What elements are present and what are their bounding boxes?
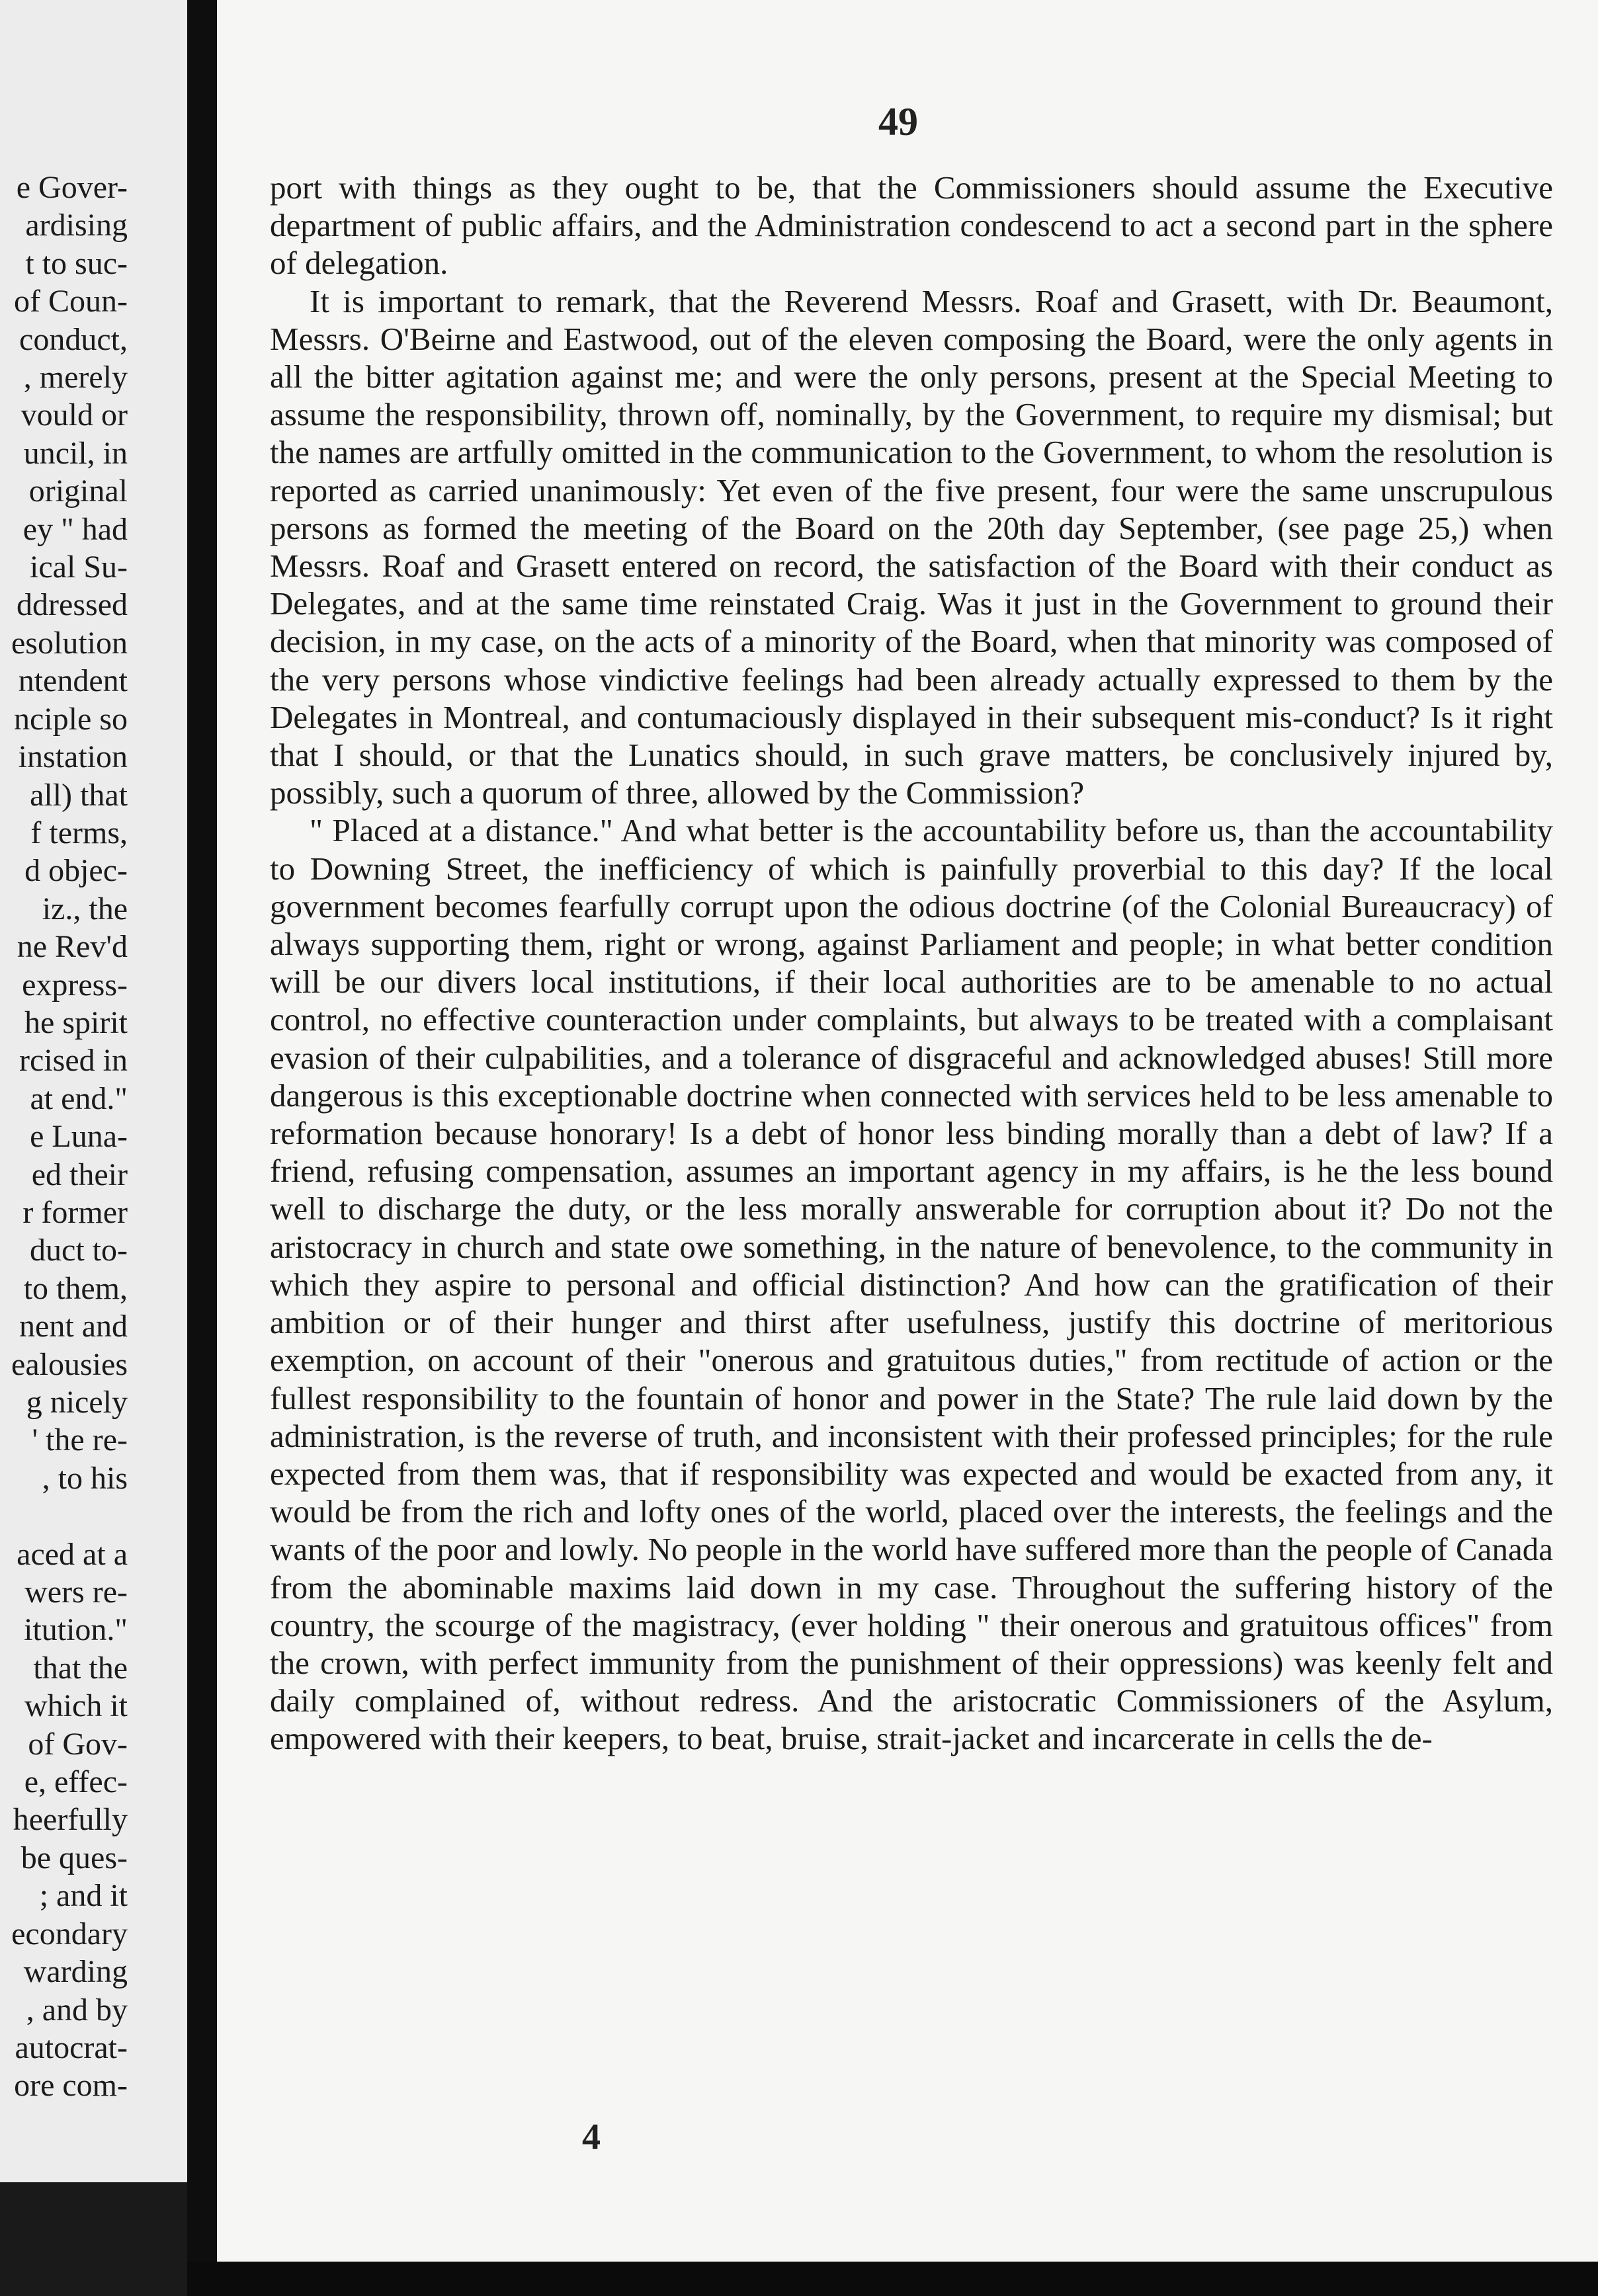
left-page-line: at end.": [30, 1081, 128, 1116]
page-body: [270, 169, 1553, 1758]
left-page-line: , and by: [26, 1992, 128, 2028]
left-page-line: express-: [22, 967, 128, 1003]
left-page-line: ne Rev'd: [17, 929, 128, 965]
left-page-text: [11, 169, 128, 2105]
left-page-line: which it: [24, 1688, 128, 1724]
left-page-line: t to suc-: [25, 245, 128, 281]
left-page-line: to them,: [23, 1270, 128, 1306]
left-page-line: g nicely: [26, 1385, 128, 1420]
paragraph-placed-at-distance: " Placed at a distance." And what better is the accountability before us, than the accountability to Downing Street, the inefficiency of which is painfully proverbial to this day? If the local government becomes fearfully corrupt upon the odious doctrine (of the Colonial Bureaucracy) of always supporting them, right or wrong, against Parliament and people; in what better condition will be our divers local institutions, if their local authorities are to be amenable to no actual control, no effective counteraction under complaints, but always to be treated with a complaisant evasion of their culpabilities, and a tolerance of disgraceful and acknowledged abuses! Still more dangerous is this exceptionable doctrine when connected with services held to be less amenable to reformation because honorary! Is a debt of honor less binding morally than a debt of law? If a friend, refusing compensation, assumes an important agency in my affairs, is he the less bound well to discharge the duty, or the less morally answerable for corruption about it? Do not the aristocracy in church and state owe something, in the nature of benevolence, to the community in which they aspire to personal and official distinction? And how can the gratification of their ambition or of their hunger and thirst after usefulness, justify this doctrine of meritorious exemption, on account of their "onerous and gratuitous duties," from rectitude of action or the fullest responsibility to the fountain of honor and power in the State? The rule laid down by the administration, is the reverse of truth, and inconsistent with their professed principles; for the rule expected from them was, that if responsibility was expected and would be exacted from any, it would be from the rich and lofty ones of the world, placed over the interests, the feelings and the wants of the poor and lowly. No people in the world have suffered more than the people of Canada from the abominable maxims laid down in my case. Throughout the suffering history of the country, the scourge of the magistracy, (ever holding " their onerous and gratuitous offices" from the crown, with perfect immunity from the punishment of their oppressions) was keenly felt and daily complained of, without redress. And the aristocratic Commissioners of the Asylum, empowered with their keepers, to beat, bruise, strait-jacket and incarcerate in cells the de-: [270, 812, 1553, 1757]
book-page: [217, 0, 1598, 2262]
left-page-line: ore com-: [14, 2068, 128, 2104]
left-page-line: be ques-: [21, 1840, 128, 1875]
left-page-line: r former: [22, 1194, 128, 1230]
signature-mark: 4: [582, 2117, 601, 2158]
left-page-line: of Coun-: [14, 284, 128, 319]
left-page-line: autocrat-: [15, 2030, 128, 2065]
left-page-line: heerfully: [13, 1802, 128, 1838]
left-page-line: ey " had: [22, 511, 128, 547]
left-page-line: e, effec-: [24, 1764, 128, 1800]
left-page-line: rcised in: [19, 1043, 128, 1079]
left-page-line: original: [28, 473, 128, 509]
left-page-line: of Gov-: [28, 1726, 128, 1762]
left-page-line: that the: [33, 1650, 128, 1686]
paragraph-roaf-grasett: It is important to remark, that the Reverend Messrs. Roaf and Grasett, with Dr. Beaumont, Messrs. O'Beirne and Eastwood, out of the eleven composing the Board, were the only agents in all the bitter agitation against me; and were the only persons, present at the Special Meeting to assume the responsibility, thrown off, nominally, by the Government, to require my dismisal; but the names are artfully omitted in the communication to the Government, to whom the resolution is reported as carried unanimously: Yet even of the five present, four were the same unscrupulous persons as formed the meeting of the Board on the 20th day September, (see page 25,) when Messrs. Roaf and Grasett entered on record, the satisfaction of the Board with their conduct as Delegates, and at the same time reinstated Craig. Was it just in the Government to ground their decision, in my case, on the acts of a minority of the Board, when that minority was composed of the very persons whose vindictive feelings had been already actually expressed to them by the Delegates in Montreal, and contumaciously displayed in their subsequent mis-conduct? Is it right that I should, or that the Lunatics should, in such grave matters, be conclusively injured by, possibly, such a quorum of three, allowed by the Commission?: [270, 282, 1553, 811]
book-gutter: [187, 0, 217, 2296]
left-page-line: uncil, in: [23, 435, 128, 471]
left-page-line: duct to-: [30, 1233, 128, 1268]
paragraph-continuation: port with things as they ought to be, that the Commissioners should assume the Executive department of public affairs, and the Administration condescend to act a second part in the sphere of delegation.: [270, 169, 1553, 282]
left-page-line: ; and it: [39, 1878, 128, 1914]
left-page-line: e Gover-: [16, 170, 128, 205]
left-page-line: econdary: [11, 1916, 128, 1951]
left-page-line: he spirit: [24, 1004, 128, 1040]
left-page-line: instation: [18, 739, 128, 775]
left-page-line: vould or: [21, 397, 128, 433]
left-page-line: e Luna-: [30, 1119, 128, 1155]
left-page-line: esolution: [11, 625, 128, 661]
left-page-line: , to his: [42, 1460, 128, 1496]
left-page-line: ealousies: [11, 1346, 128, 1382]
left-page-line: wers re-: [24, 1575, 128, 1610]
left-page-line: itution.": [24, 1612, 128, 1648]
left-page-line: nciple so: [14, 701, 128, 737]
page-number: 49: [878, 100, 918, 144]
left-page-line: ardising: [25, 208, 128, 243]
left-page-line: f terms,: [30, 815, 128, 850]
left-page-edge: [0, 0, 187, 2182]
left-page-line: nent and: [19, 1309, 128, 1344]
left-page-line: aced at a: [17, 1536, 128, 1572]
left-page-line: ed their: [31, 1157, 128, 1192]
left-page-line: , merely: [23, 360, 128, 395]
left-page-line: ddressed: [17, 587, 128, 623]
left-page-line: conduct,: [19, 321, 128, 357]
bottom-shadow: [187, 2262, 1598, 2296]
left-page-line: ntendent: [18, 663, 128, 699]
left-page-line: iz., the: [42, 891, 128, 926]
left-page-line: [11, 1497, 128, 1535]
left-page-line: ical Su-: [30, 550, 128, 585]
left-page-line: warding: [23, 1954, 128, 1990]
left-page-line: ' the re-: [32, 1422, 128, 1458]
left-page-line: d objec-: [24, 853, 128, 889]
left-page-line: all) that: [30, 777, 128, 813]
